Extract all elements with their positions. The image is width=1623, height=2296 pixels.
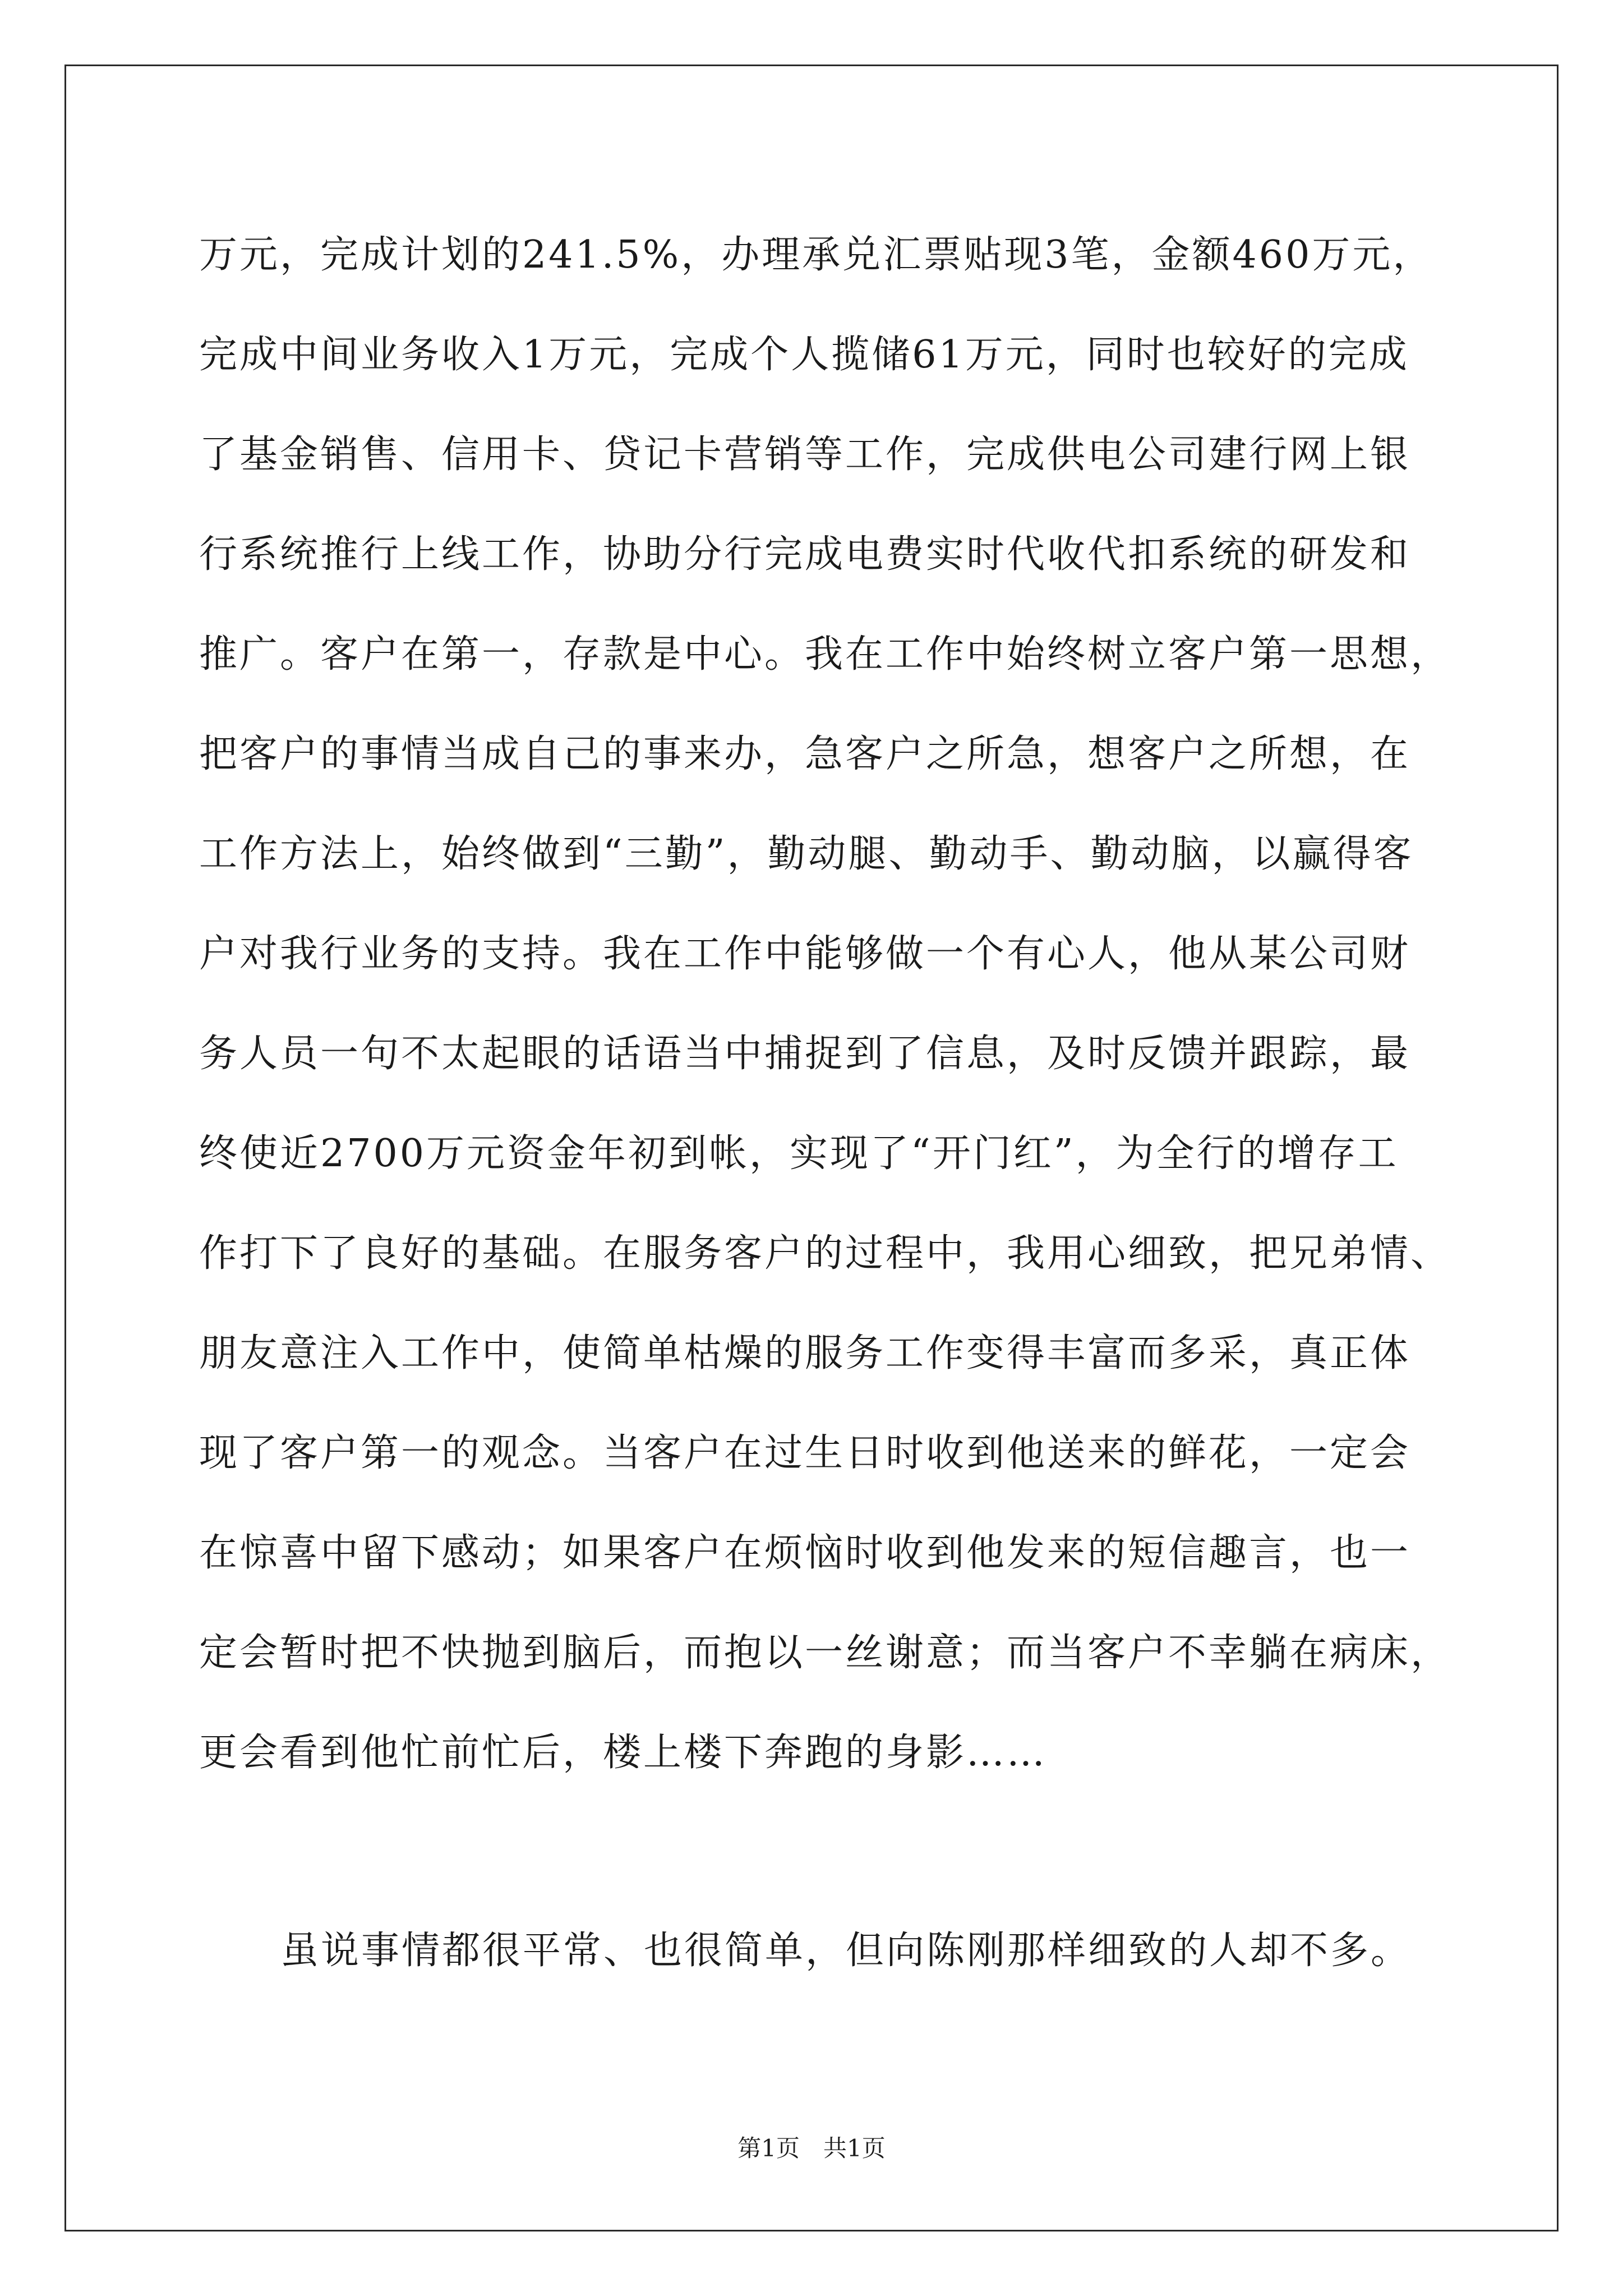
text-line: 户对我行业务的支持。我在工作中能够做一个有心人，他从某公司财 <box>199 932 1411 976</box>
text-line: 更会看到他忙前忙后，楼上楼下奔跑的身影…… <box>199 1731 1048 1775</box>
text-line: 作打下了良好的基础。在服务客户的过程中，我用心细致，把兄弟情、 <box>199 1231 1451 1276</box>
text-line: 推广。客户在第一，存款是中心。我在工作中始终树立客户第一思想， <box>199 632 1451 677</box>
text-line: 现了客户第一的观念。当客户在过生日时收到他送来的鲜花，一定会 <box>199 1431 1411 1475</box>
text-line: 工作方法上，始终做到“三勤”，勤动腿、勤动手、勤动脑，以赢得客 <box>199 832 1414 876</box>
text-line: 万元，完成计划的241.5%，办理承兑汇票贴现3笔，金额460万元， <box>199 233 1433 277</box>
text-line: 在惊喜中留下感动；如果客户在烦恼时收到他发来的短信趣言，也一 <box>199 1531 1411 1575</box>
text-line: 定会暂时把不快抛到脑后，而抱以一丝谢意；而当客户不幸躺在病床， <box>199 1631 1451 1675</box>
text-line: 把客户的事情当成自己的事来办，急客户之所急，想客户之所想，在 <box>199 732 1411 776</box>
text-line: 完成中间业务收入1万元，完成个人揽储61万元，同时也较好的完成 <box>199 333 1409 377</box>
text-line: 朋友意注入工作中，使简单枯燥的服务工作变得丰富而多采，真正体 <box>199 1331 1411 1375</box>
page-footer: 第1页 共1页 <box>737 2134 886 2162</box>
paragraph-2: 虽说事情都很平常、也很简单，但向陈刚那样细致的人却不多。 <box>280 1929 1412 1973</box>
text-line: 行系统推行上线工作，协助分行完成电费实时代收代扣系统的研发和 <box>199 532 1411 577</box>
text-line: 终使近2700万元资金年初到帐，实现了“开门红”，为全行的增存工 <box>199 1131 1399 1176</box>
text-line: 务人员一句不太起眼的话语当中捕捉到了信息，及时反馈并跟踪，最 <box>199 1032 1411 1076</box>
text-line: 了基金销售、信用卡、贷记卡营销等工作，完成供电公司建行网上银 <box>199 432 1411 477</box>
